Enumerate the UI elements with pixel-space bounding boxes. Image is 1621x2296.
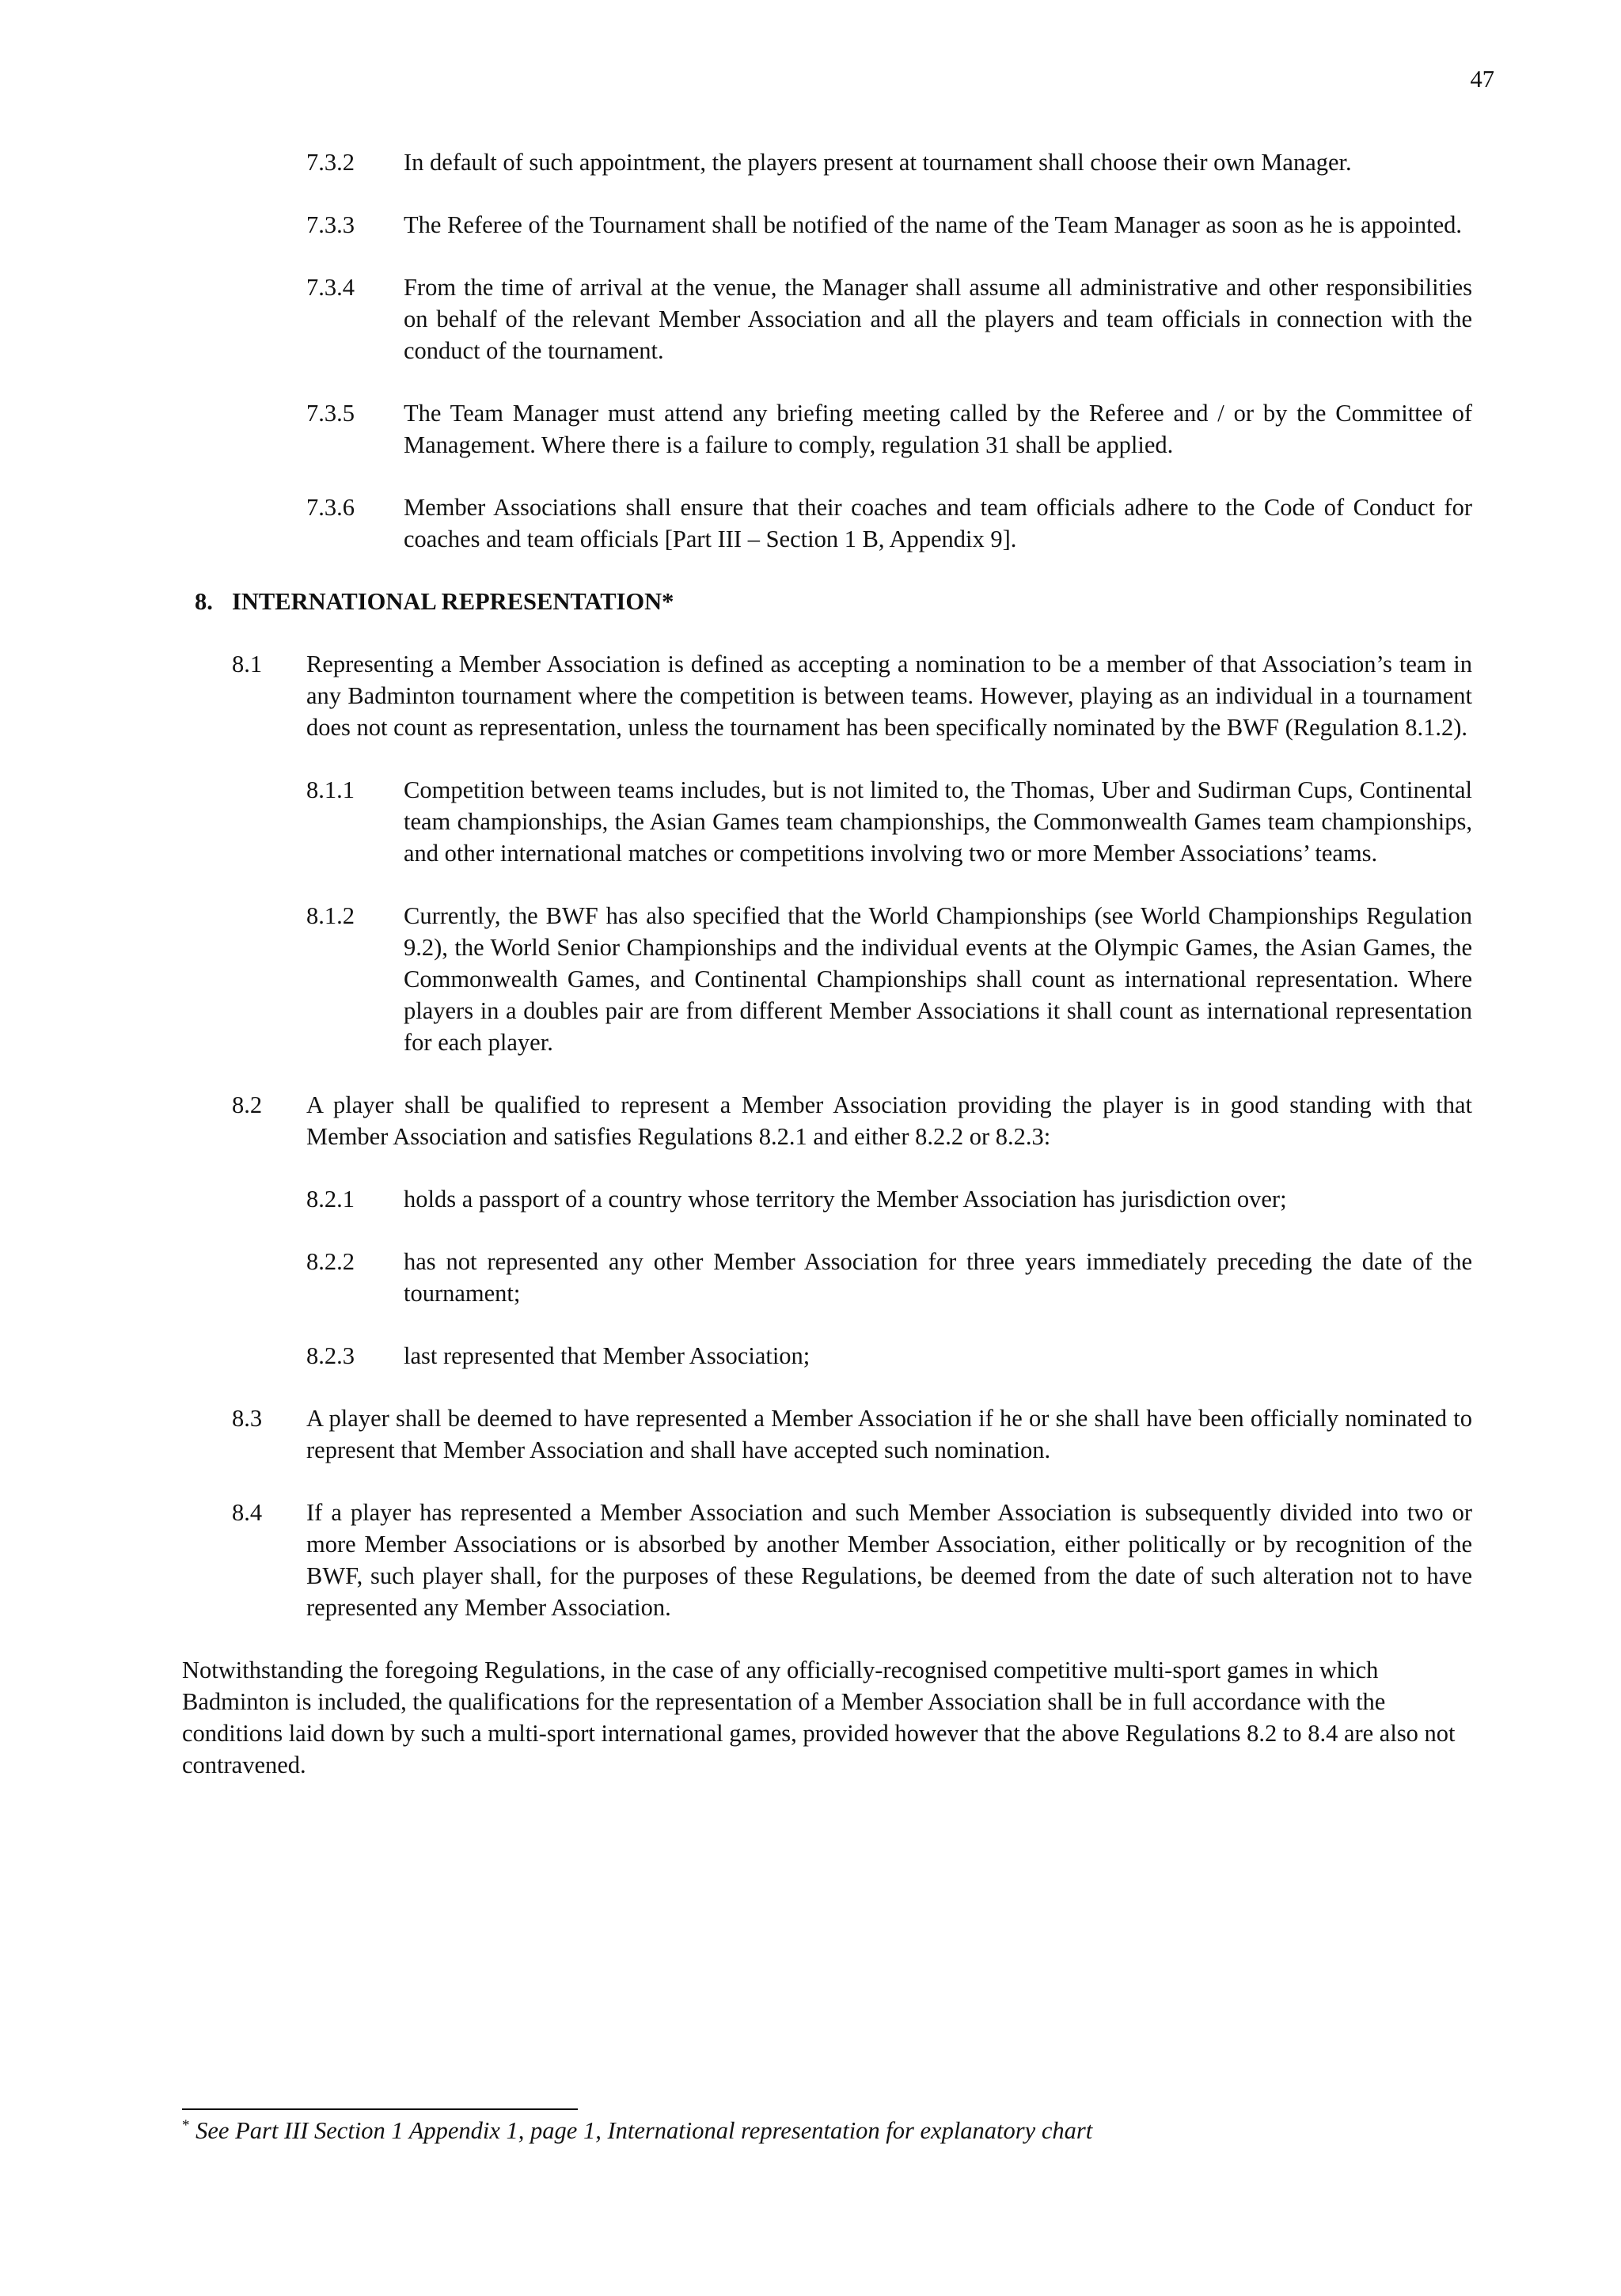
- clause-number: 8.1.1: [306, 776, 355, 803]
- clause-text: The Team Manager must attend any briefing meeting called by the Referee and / or by the Committee of Management. Where there is a failure to comply, regulation 31 shall be applied.: [404, 400, 1472, 458]
- page-content: [0, 146, 1621, 1781]
- regulation-8-3: [0, 1402, 1621, 1466]
- regulation-8-1-1: [0, 774, 1621, 869]
- clause-text: The Referee of the Tournament shall be notified of the name of the Team Manager as soon as he is appointed.: [404, 211, 1463, 238]
- clause-text: In default of such appointment, the players present at tournament shall choose their own Manager.: [404, 149, 1352, 176]
- clause-number: 8.1.2: [306, 902, 355, 929]
- clause-number: 7.3.5: [306, 400, 355, 427]
- regulation-7-3-4: [0, 271, 1621, 366]
- clause-text: Member Associations shall ensure that their coaches and team officials adhere to the Code of Conduct for coaches and team officials [Part III – Section 1 B, Appendix 9].: [404, 494, 1472, 552]
- clause-text: Currently, the BWF has also specified that the World Championships (see World Championships Regulation 9.2), the World Senior Championships and the individual events at the Olympic Games, the Asian Games, the Commonwealth Games, and Continental Championships shall count as international representation. Where players in a doubles pair are from different Member Associations it shall count as international representation for each player.: [404, 902, 1472, 1056]
- footnote-mark: *: [182, 2116, 190, 2134]
- regulation-7-3-5: [0, 397, 1621, 461]
- clause-number: 8.3: [232, 1405, 263, 1432]
- clause-text: has not represented any other Member Association for three years immediately preceding the date of the tournament;: [404, 1248, 1472, 1307]
- clause-number: 8.2.3: [306, 1342, 355, 1369]
- footnote-text: See Part III Section 1 Appendix 1, page 1, International representation for explanatory chart: [196, 2117, 1093, 2144]
- section-number: 8.: [195, 588, 213, 615]
- regulation-7-3-2: [0, 146, 1621, 178]
- clause-number: 8.2.2: [306, 1248, 355, 1275]
- regulation-8-4: [0, 1497, 1621, 1623]
- clause-text: last represented that Member Association;: [404, 1342, 810, 1369]
- clause-text: holds a passport of a country whose territory the Member Association has jurisdiction over;: [404, 1186, 1287, 1213]
- regulation-8-2-1: [0, 1183, 1621, 1215]
- clause-number: 7.3.6: [306, 494, 355, 521]
- clause-text: A player shall be qualified to represent a Member Association providing the player is in good standing with that Member Association and satisfies Regulations 8.2.1 and either 8.2.2 or 8.2.3:: [306, 1091, 1472, 1150]
- clause-number: 8.1: [232, 651, 263, 677]
- clause-text: Representing a Member Association is defined as accepting a nomination to be a member of that Association’s team in any Badminton tournament where the competition is between teams. However, playing as an individual in a tournament does not count as representation, unless the tournament has been specifically nominated by the BWF (Regulation 8.1.2).: [306, 651, 1472, 741]
- regulation-8-1-2: [0, 900, 1621, 1058]
- clause-text: From the time of arrival at the venue, the Manager shall assume all administrative and other responsibilities on behalf of the relevant Member Association and all the players and team officials in connection with the conduct of the tournament.: [404, 274, 1472, 364]
- footnote-divider: [182, 2108, 578, 2110]
- closing-paragraph: Notwithstanding the foregoing Regulations, in the case of any officially-recognised competitive multi-sport games in which Badminton is included, the qualifications for the representation of a Member Association shall be in full accordance with the conditions laid down by such a multi-sport international games, provided however that the above Regulations 8.2 to 8.4 are also not contravened.: [182, 1657, 1456, 1778]
- footnote: [182, 2115, 1092, 2146]
- regulation-8-2: [0, 1089, 1621, 1152]
- section-title: INTERNATIONAL REPRESENTATION*: [232, 588, 674, 615]
- clause-number: 7.3.2: [306, 149, 355, 176]
- clause-text: If a player has represented a Member Association and such Member Association is subsequently divided into two or more Member Associations or is absorbed by another Member Association, either politically or by recognition of the BWF, such player shall, for the purposes of these Regulations, be deemed from the date of such alteration not to have represented any Member Association.: [306, 1499, 1472, 1621]
- regulation-7-3-6: [0, 491, 1621, 555]
- clause-number: 8.4: [232, 1499, 263, 1526]
- section-8-heading: [0, 586, 1621, 617]
- regulation-8-2-3: [0, 1340, 1621, 1372]
- clause-number: 8.2.1: [306, 1186, 355, 1213]
- clause-number: 7.3.4: [306, 274, 355, 301]
- clause-text: Competition between teams includes, but is not limited to, the Thomas, Uber and Sudirman Cups, Continental team championships, the Asian Games team championships, the Commonwealth Games team championships, and other international matches or competitions involving two or more Member Associations’ teams.: [404, 776, 1472, 867]
- clause-text: A player shall be deemed to have represented a Member Association if he or she shall have been officially nominated to represent that Member Association and shall have accepted such nomination.: [306, 1405, 1472, 1463]
- regulation-8-2-2: [0, 1246, 1621, 1309]
- clause-number: 7.3.3: [306, 211, 355, 238]
- regulation-8-1: [0, 648, 1621, 743]
- regulation-7-3-3: [0, 209, 1621, 241]
- page-number: 47: [1470, 66, 1494, 93]
- clause-number: 8.2: [232, 1091, 263, 1118]
